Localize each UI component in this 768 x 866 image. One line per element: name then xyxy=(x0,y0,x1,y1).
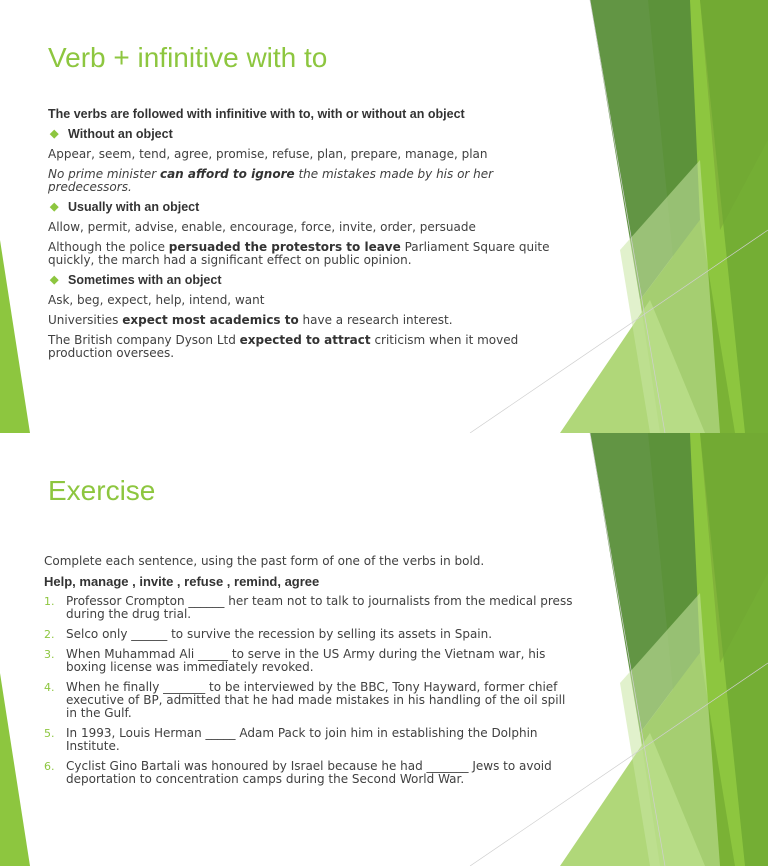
example-highlight: expected to attract xyxy=(239,333,371,347)
bullet-sometimes-object xyxy=(48,274,568,287)
slide-title: Exercise xyxy=(48,475,156,506)
verb-list: Allow, permit, advise, enable, encourage, force, invite, order, persuade xyxy=(48,220,476,234)
diamond-bullet-icon: ◆ xyxy=(50,128,59,140)
item-text: Professor Crompton ______ her team not to talk to journalists from the medical press during the drug trial. xyxy=(66,594,573,621)
bullet-heading: Usually with an object xyxy=(68,200,200,214)
item-text: In 1993, Louis Herman _____ Adam Pack to join him in establishing the Dolphin Institute. xyxy=(66,726,538,753)
slide-title: Verb + infinitive with to xyxy=(48,42,328,73)
item-text: When he finally _______ to be interviewed by the BBC, Tony Hayward, former chief executive of BP, admitted that he had made mistakes in his handling of the oil spill in the Gulf. xyxy=(66,680,566,720)
item-number: 2. xyxy=(44,628,55,641)
exercise-list xyxy=(44,595,574,786)
exercise-item xyxy=(44,648,574,674)
intro-text: The verbs are followed with infinitive with to, with or without an object xyxy=(48,107,465,121)
example-text: have a research interest. xyxy=(298,313,453,327)
slide-2 xyxy=(0,433,768,866)
diamond-bullet-icon: ◆ xyxy=(50,201,59,213)
instruction-text: Complete each sentence, using the past form of one of the verbs in bold. xyxy=(44,554,485,568)
exercise-item xyxy=(44,595,574,621)
item-number: 5. xyxy=(44,727,55,740)
verbs-in-bold: Help, manage , invite , refuse , remind, agree xyxy=(44,574,320,589)
bullet-without-object xyxy=(48,128,568,141)
item-number: 1. xyxy=(44,595,55,608)
example-sentence xyxy=(48,168,568,194)
item-number: 3. xyxy=(44,648,55,661)
verb-list: Appear, seem, tend, agree, promise, refuse, plan, prepare, manage, plan xyxy=(48,147,488,161)
example-text: criticism when it moved production oversees. xyxy=(48,333,519,360)
example-sentence xyxy=(48,314,568,327)
example-highlight: can afford to ignore xyxy=(159,167,295,181)
example-text: Although the police xyxy=(48,240,169,254)
example-highlight: expect most academics to xyxy=(122,313,299,327)
exercise-item xyxy=(44,760,574,786)
exercise-item xyxy=(44,628,574,641)
example-text: Parliament Square quite quickly, the march had a significant effect on public opinion. xyxy=(48,240,550,267)
item-number: 4. xyxy=(44,681,55,694)
bullet-heading: Sometimes with an object xyxy=(68,273,222,287)
item-text: Selco only ______ to survive the recession by selling its assets in Spain. xyxy=(66,627,493,641)
example-text: the mistakes made by his or her predecessors. xyxy=(48,167,494,194)
example-text: No prime minister xyxy=(48,167,160,181)
diamond-bullet-icon: ◆ xyxy=(50,274,59,286)
example-sentence xyxy=(48,241,568,267)
example-sentence xyxy=(48,334,568,360)
example-highlight: persuaded the protestors to leave xyxy=(168,240,401,254)
bullet-heading: Without an object xyxy=(68,127,173,141)
exercise-item xyxy=(44,681,574,720)
example-text: The British company Dyson Ltd xyxy=(48,333,240,347)
exercise-item xyxy=(44,727,574,753)
slide-content xyxy=(44,555,574,793)
item-number: 6. xyxy=(44,760,55,773)
slide-content xyxy=(48,108,568,367)
item-text: When Muhammad Ali _____ to serve in the US Army during the Vietnam war, his boxing license was immediately revoked. xyxy=(66,647,546,674)
item-text: Cyclist Gino Bartali was honoured by Israel because he had _______ Jews to avoid deportation to concentration camps during the Second World War. xyxy=(66,759,552,786)
bullet-usually-object xyxy=(48,201,568,214)
verb-list: Ask, beg, expect, help, intend, want xyxy=(48,293,265,307)
example-text: Universities xyxy=(48,313,123,327)
